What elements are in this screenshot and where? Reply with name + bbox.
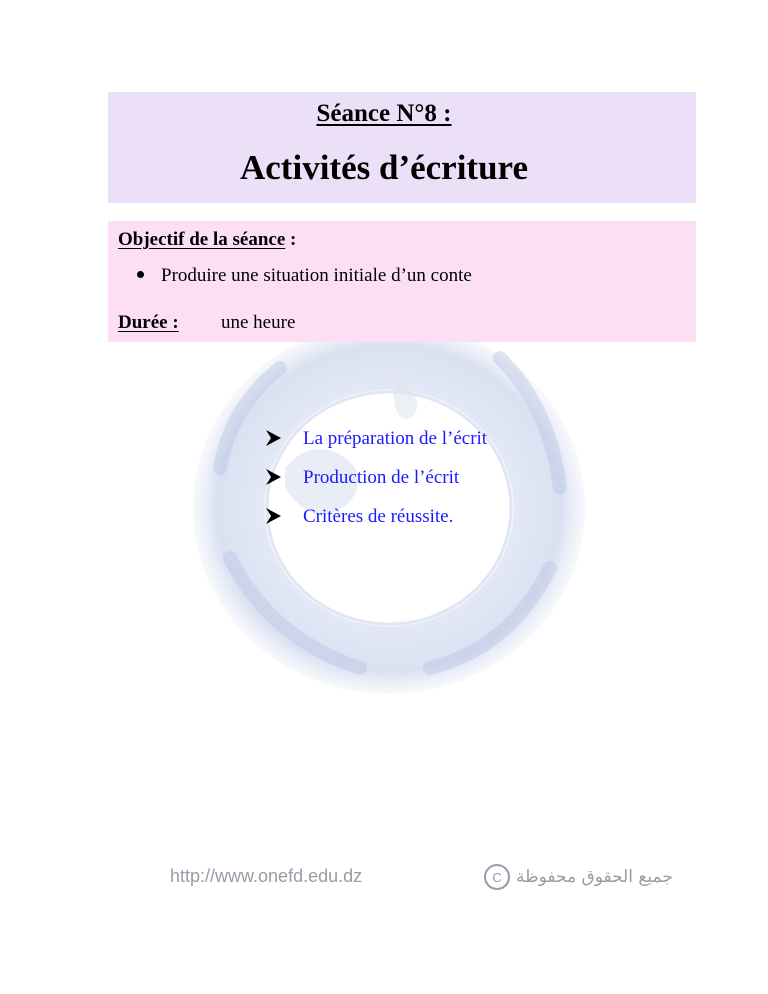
copyright-icon: C: [484, 864, 510, 890]
footer-url: http://www.onefd.edu.dz: [170, 866, 363, 886]
rights-text: جميع الحقوق محفوظة: [516, 867, 673, 887]
step-text: Critères de réussite.: [303, 506, 454, 527]
bullet-icon: [137, 271, 144, 278]
step-item: [266, 428, 487, 450]
arrow-bullet-icon: [266, 469, 281, 485]
objective-item-text: Produire une situation initiale d’un conte: [161, 265, 472, 286]
footer-rights: [484, 864, 673, 890]
arrow-bullet-icon: [266, 508, 281, 524]
session-number: Séance N°8 :: [316, 100, 452, 127]
objective-heading: [118, 229, 296, 251]
arrow-bullet-icon: [266, 430, 281, 446]
objective-item: [137, 265, 472, 287]
duration-value: une heure: [221, 312, 296, 333]
objective-label: Objectif de la séance: [118, 229, 286, 250]
duration-label: Durée :: [118, 312, 179, 333]
step-item: [266, 506, 453, 528]
step-text: La préparation de l’écrit: [303, 428, 488, 449]
objective-colon: :: [285, 229, 297, 250]
step-text: Production de l’écrit: [303, 467, 460, 488]
page-title: Activités d’écriture: [240, 148, 528, 187]
step-item: [266, 467, 459, 489]
